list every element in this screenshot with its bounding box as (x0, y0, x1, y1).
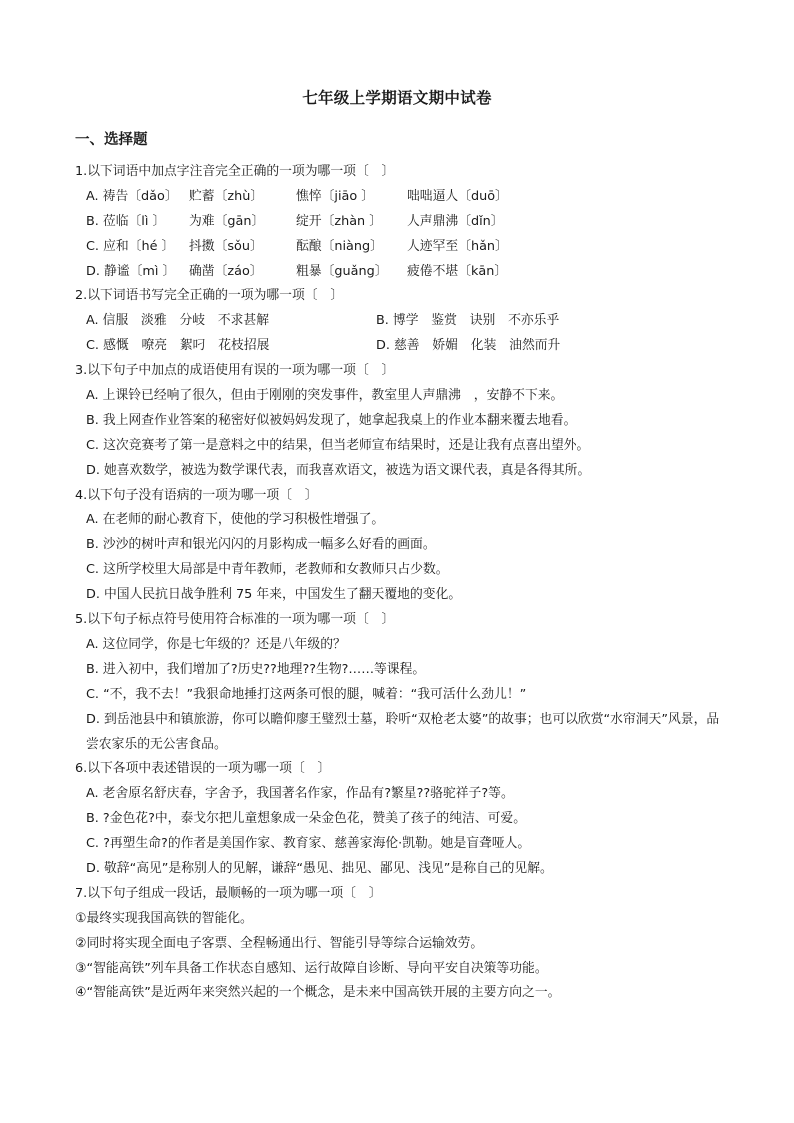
question-6-option-b: B. ?金色花?中，泰戈尔把儿童想象成一朵金色花，赞美了孩子的纯洁、可爱。 (86, 811, 526, 827)
question-7-stem: 7.以下句子组成一段话，最顺畅的一项为哪一项〔 〕 (75, 885, 382, 901)
option-c-item-1: C. 应和〔hé 〕 (86, 238, 175, 254)
question-4-option-a: A. 在老师的耐心教育下，使他的学习积极性增强了。 (86, 512, 385, 528)
question-5-option-a: A. 这位同学，你是七年级的？还是八年级的？ (86, 636, 346, 652)
question-1-option-d (75, 260, 725, 285)
question-5-option-c: C. “不，我不去！”我狠命地捶打这两条可恨的腿，喊着：“我可活什么劲儿！” (86, 686, 527, 702)
option-c-item-3: 酝酿〔niàng〕 (296, 238, 383, 254)
option-d-item-2: 确凿〔záo〕 (189, 263, 263, 279)
question-2-option-b: B. 博学 鉴赏 诀别 不亦乐乎 (376, 313, 560, 329)
question-1-option-c (75, 235, 725, 260)
question-6-option-d: D. 敬辞“高见”是称别人的见解，谦辞“愚见、拙见、鄙见、浅见”是称自己的见解。 (86, 860, 553, 876)
section-heading: 一、选择题 (75, 132, 148, 148)
option-a-item-3: 憔悴〔jiāo 〕 (296, 188, 375, 204)
question-4-option-c: C. 这所学校里大局部是中青年教师，老教师和女教师只占少数。 (86, 562, 449, 578)
option-a-item-4: 咄咄逼人〔duō〕 (407, 188, 508, 204)
option-b-item-2: 为难〔gān〕 (189, 213, 265, 229)
question-5-stem: 5.以下句子标点符号使用符合标准的一项为哪一项〔 〕 (75, 612, 395, 628)
question-2-stem: 2.以下词语书写完全正确的一项为哪一项〔 〕 (75, 288, 344, 304)
question-7-sentence-2: ②同时将实现全面电子客票、全程畅通出行、智能引导等综合运输效劳。 (75, 935, 484, 951)
question-4-option-d: D. 中国人民抗日战争胜利 75 年来，中国发生了翻天覆地的变化。 (86, 587, 462, 603)
option-d-item-1: D. 静谧〔mì 〕 (86, 263, 176, 279)
question-1-option-a (75, 185, 725, 210)
option-b-item-1: B. 莅临〔lì 〕 (86, 213, 166, 229)
question-3-stem: 3.以下句子中加点的成语使用有误的一项为哪一项〔 〕 (75, 363, 395, 379)
question-6-option-a: A. 老舍原名舒庆春，字舍予，我国著名作家，作品有?繁星??骆驼祥子?等。 (86, 786, 514, 802)
question-3-option-a: A. 上课铃已经响了很久，但由于刚刚的突发事件，教室里人声鼎沸 ，安静不下来。 (86, 388, 564, 404)
question-3-option-d: D. 她喜欢数学，被选为数学课代表，而我喜欢语文，被选为语文课代表，真是各得其所。 (86, 462, 591, 478)
question-6-option-c: C. ?再塑生命?的作者是美国作家、教育家、慈善家海伦·凯勒。她是盲聋哑人。 (86, 836, 531, 852)
option-b-item-4: 人声鼎沸〔dǐn〕 (407, 213, 504, 229)
question-2-row-2 (75, 334, 725, 359)
option-b-item-3: 绽开〔zhàn 〕 (296, 213, 383, 229)
question-5-option-b: B. 进入初中，我们增加了?历史??地理??生物?……等课程。 (86, 661, 426, 677)
question-7-sentence-3: ③“智能高铁”列车具备工作状态自感知、运行故障自诊断、导向平安自决策等功能。 (75, 960, 548, 976)
question-3-option-b: B. 我上网查作业答案的秘密好似被妈妈发现了，她拿起我桌上的作业本翻来覆去地看。 (86, 412, 577, 428)
option-c-item-2: 抖擞〔sǒu〕 (189, 238, 263, 254)
exam-title: 七年级上学期语文期中试卷 (302, 89, 492, 107)
question-2-row-1 (75, 309, 725, 334)
question-1-stem: 1.以下词语中加点字注音完全正确的一项为哪一项〔 〕 (75, 164, 395, 179)
question-6-stem: 6.以下各项中表述错误的一项为哪一项〔 〕 (75, 761, 331, 777)
question-2-option-a: A. 信服 淡雅 分岐 不求甚解 (86, 313, 270, 329)
option-d-item-4: 疲倦不堪〔kān〕 (407, 263, 508, 279)
question-2-option-c: C. 感慨 嘹亮 絮叼 花枝招展 (86, 338, 270, 354)
question-4-option-b: B. 沙沙的树叶声和银光闪闪的月影构成一幅多么好看的画面。 (86, 537, 436, 553)
question-4-stem: 4.以下句子没有语病的一项为哪一项〔 〕 (75, 487, 318, 503)
option-c-item-4: 人迹罕至〔hǎn〕 (407, 238, 508, 254)
option-a-item-1: A. 祷告〔dǎo〕 (86, 188, 178, 204)
question-7-sentence-1: ①最终实现我国高铁的智能化。 (75, 910, 253, 926)
option-d-item-3: 粗暴〔guǎng〕 (296, 263, 388, 279)
question-5-option-d: D. 到岳池县中和镇旅游，你可以瞻仰廖王璧烈士墓，聆听“双枪老太婆”的故事；也可以欣赏“水帘洞天”风景，品尝农家乐的无公害食品。 (86, 711, 720, 752)
question-list (75, 160, 725, 1006)
question-7-sentence-4: ④“智能高铁”是近两年来突然兴起的一个概念，是未来中国高铁开展的主要方向之一。 (75, 985, 561, 1001)
question-2-option-d: D. 慈善 娇媚 化装 油然而升 (376, 338, 561, 354)
question-1-option-b (75, 210, 725, 235)
option-a-item-2: 贮蓄〔zhù〕 (189, 188, 264, 204)
question-3-option-c: C. 这次竞赛考了第一是意料之中的结果，但当老师宣布结果时，还是让我有点喜出望外。 (86, 437, 590, 453)
